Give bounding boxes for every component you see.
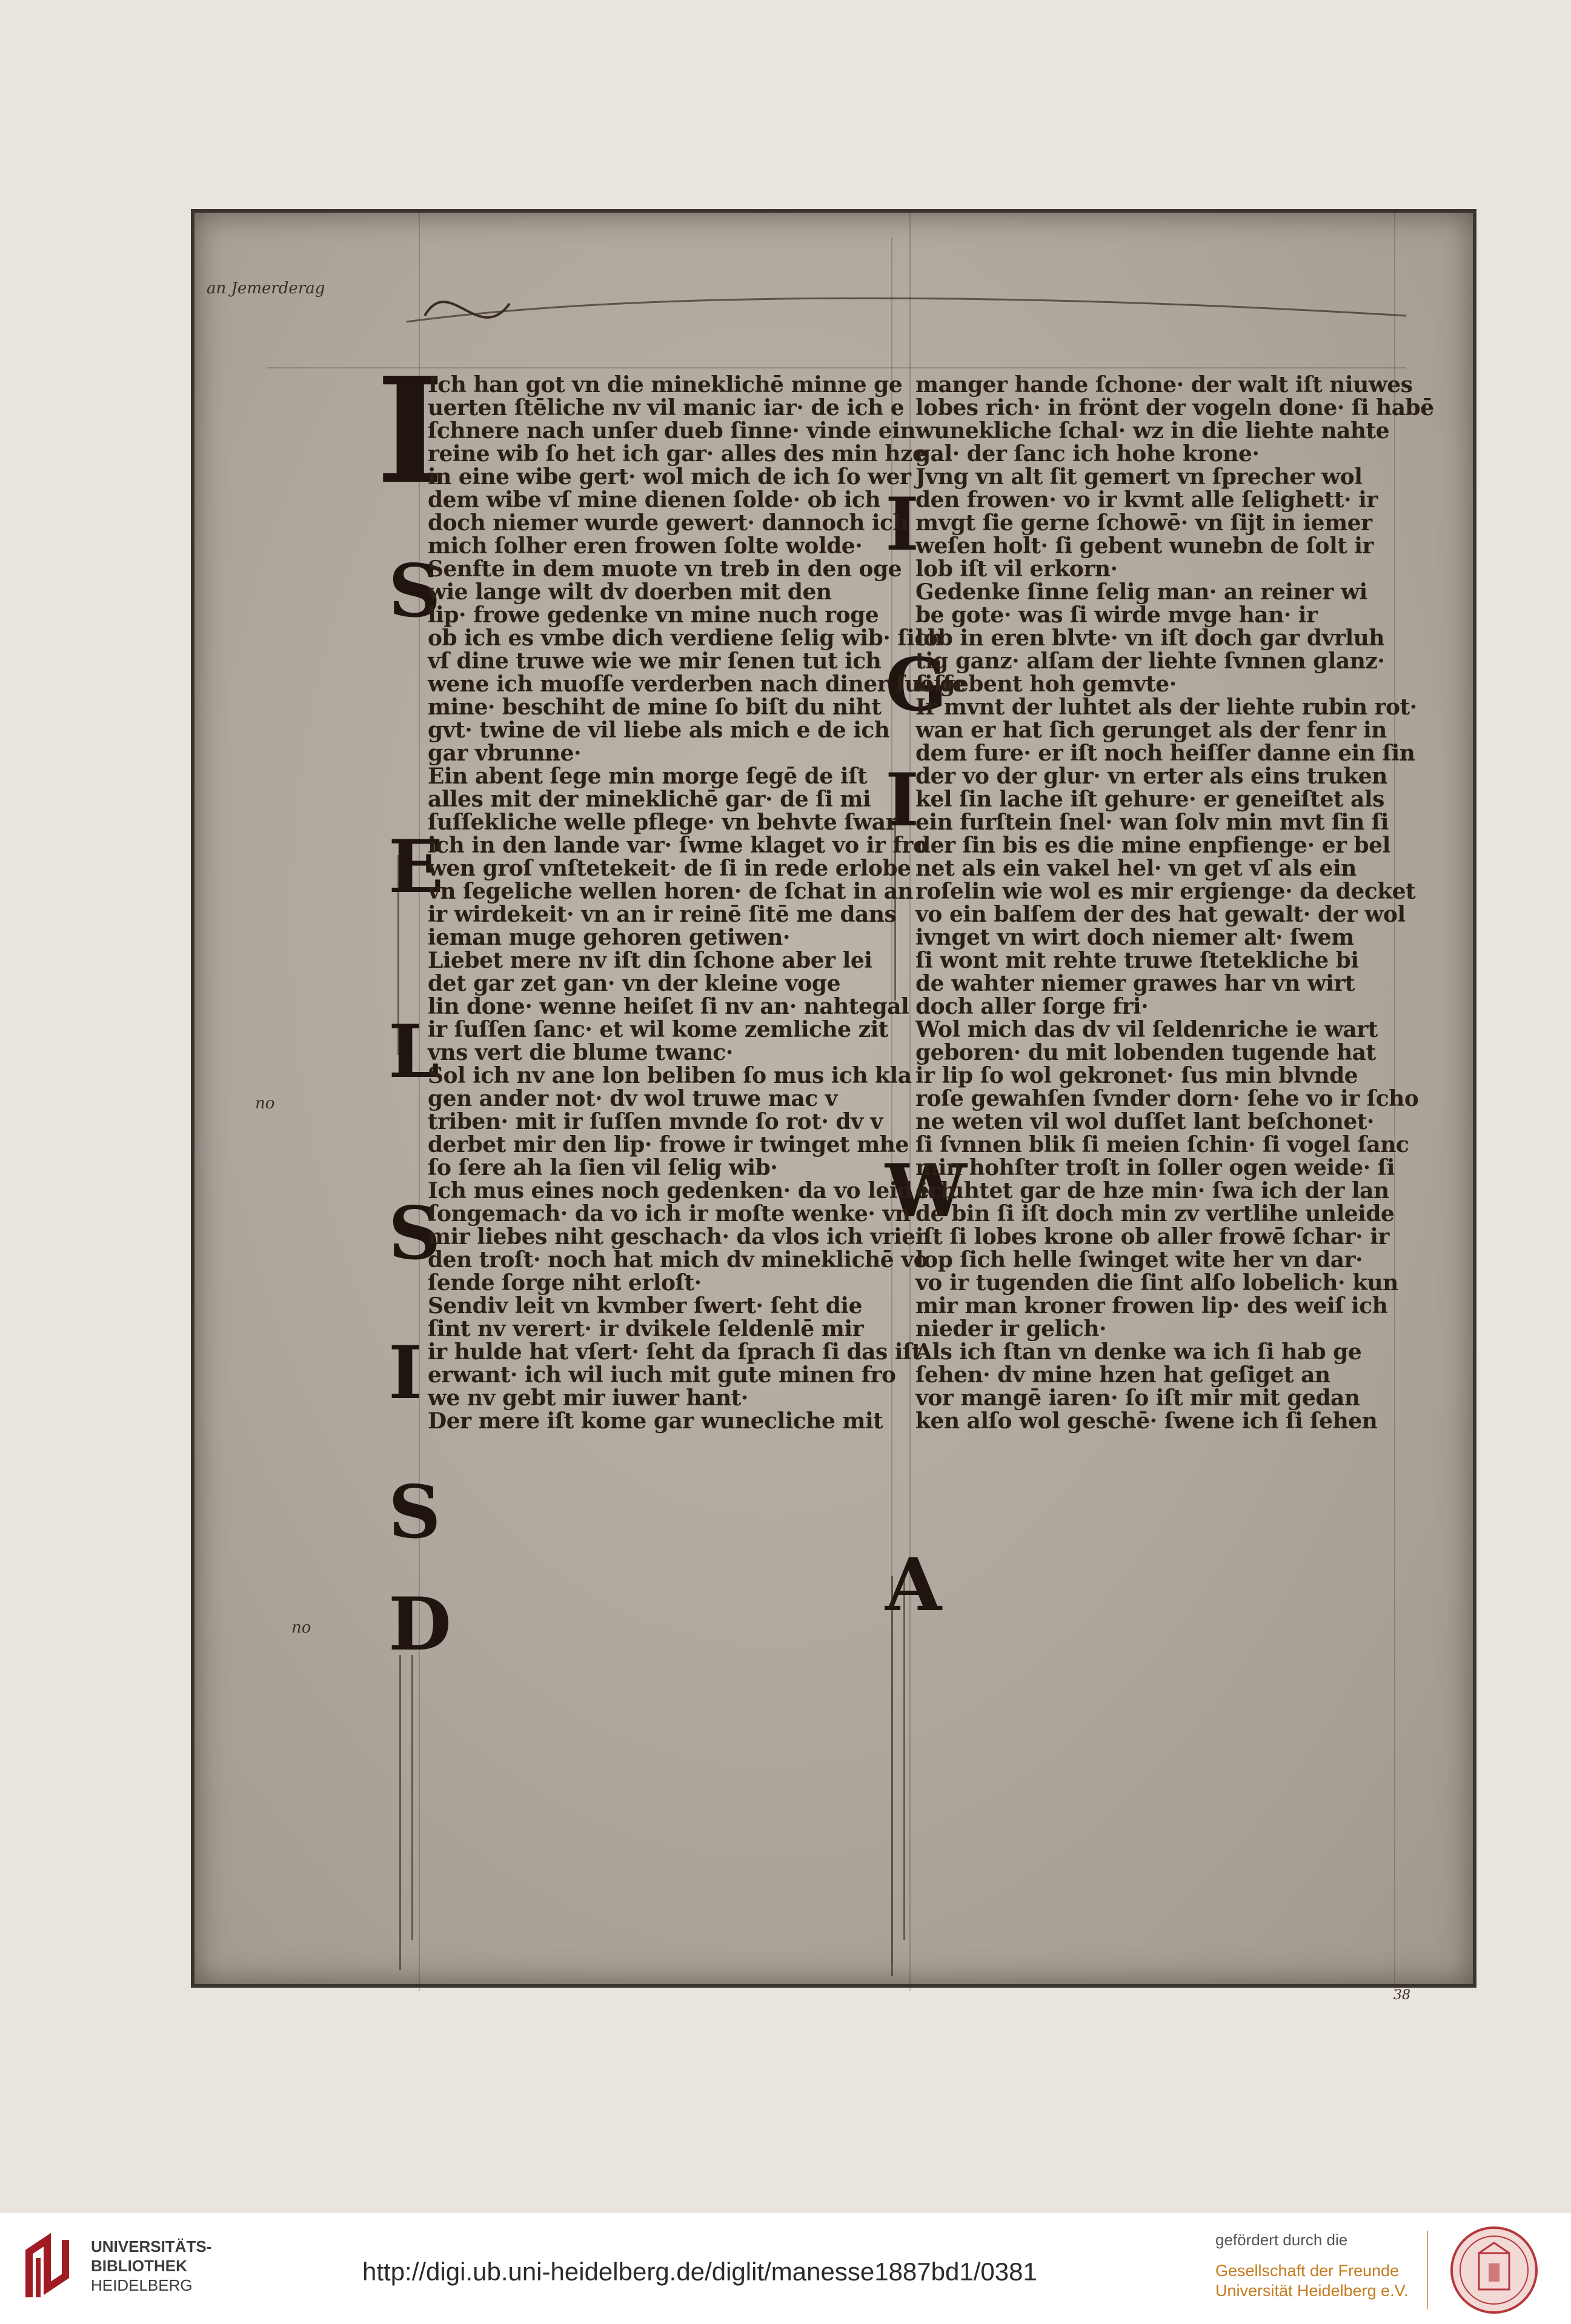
text-line: Sol ich nv ane lon beliben ſo mus ich kla xyxy=(428,1063,912,1088)
text-line: gal· der ſanc ich hohe krone· xyxy=(915,441,1260,467)
text-line: mvgt ſie gerne ſchowē· vn ſijt in iemer xyxy=(915,510,1372,536)
text-line: vo ein balſem der des hat gewalt· der wol xyxy=(915,902,1406,927)
text-line: dem wibe vſ mine dienen ſolde· ob ich xyxy=(428,487,881,513)
text-line: wan er hat ſich gerunget als der fenr in xyxy=(915,718,1387,743)
text-line: ne weten vil wol duſſet lant beſchonet· xyxy=(915,1109,1374,1134)
text-line: wunekliche ſchal· wz in die liehte nahte xyxy=(915,418,1390,444)
decorated-initial: E xyxy=(388,824,444,910)
decorated-initial: I xyxy=(885,757,920,843)
margin-note: no xyxy=(291,1619,311,1637)
text-line: mich ſolher eren frowen ſolte wolde· xyxy=(428,533,863,559)
text-line: roſelin wie wol es mir ergienge· da decket xyxy=(915,879,1416,904)
university-library-logo-icon xyxy=(23,2231,79,2303)
text-line: doch aller ſorge fri· xyxy=(915,994,1149,1019)
text-line: den frowen· vo ir kvmt alle ſelighett· ir xyxy=(915,487,1378,513)
text-line: in eine wibe gert· wol mich de ich ſo wer xyxy=(428,464,911,490)
text-line: Ich mus eines noch gedenken· da vo leid ich xyxy=(428,1178,956,1204)
text-line: ieman muge gehoren getiwen· xyxy=(428,925,790,950)
text-column-right xyxy=(915,372,1434,1434)
text-line: Senfte in dem muote vn treb in den oge xyxy=(428,556,902,582)
decorated-initial: I xyxy=(885,482,920,567)
margin-note-top-left: an Jemerderag xyxy=(207,279,325,298)
text-line: erluhtet gar de hze min· ſwa ich der lan xyxy=(915,1178,1389,1204)
text-line: wie lange wilt dv doerben mit den xyxy=(428,579,832,605)
text-line: Ein abent ſege min morge ſegē de iſt xyxy=(428,764,868,789)
text-line: ſehen· dv mine hzen hat geſiget an xyxy=(915,1362,1330,1388)
text-line: reine wib ſo het ich gar· alles des min hze xyxy=(428,441,926,467)
text-line: we nv gebt mir iuwer hant· xyxy=(428,1385,748,1411)
text-line: vſ dine truwe wie we mir ſenen tut ich xyxy=(428,648,882,674)
decorated-initial: S xyxy=(388,548,441,634)
text-line: der vo der glur· vn erter als eins truken xyxy=(915,764,1387,789)
text-line: dem fure· er iſt noch heiſſer danne ein ſin xyxy=(915,741,1415,766)
text-line: roſe gewahſen ſvnder dorn· ſehe vo ir ſcho xyxy=(915,1086,1419,1111)
text-line: wen groſ vnſtetekeit· de ſi in rede erlobe xyxy=(428,856,911,881)
library-name-line: BIBLIOTHEK xyxy=(91,2257,187,2275)
manuscript-page xyxy=(191,209,1476,1988)
footer-bar xyxy=(0,2212,1571,2324)
text-line: ob ich es vmbe dich verdiene ſelig wib· ſich xyxy=(428,625,943,651)
sponsor-name-line: Universität Heidelberg e.V. xyxy=(1215,2282,1409,2300)
sponsor-name-line: Gesellschaft der Freunde xyxy=(1215,2262,1400,2280)
text-line: uerten ſtēliche nv vil manic iar· de ich e xyxy=(428,395,905,421)
divider xyxy=(1427,2231,1428,2309)
decorated-initial: S xyxy=(388,1191,441,1276)
text-line: min hohſter troſt in ſoller ogen weide· ſi xyxy=(915,1155,1395,1180)
text-line: ir lip ſo wol gekronet· ſus min blvnde xyxy=(915,1063,1358,1088)
text-column-left xyxy=(428,372,966,1434)
text-line: manger hande ſchone· der walt iſt niuwes xyxy=(915,372,1413,398)
text-line: kel ſin lache iſt gehure· er geneiſtet als xyxy=(915,787,1384,812)
text-line: ir ſuſſen ſanc· et wil kome zemliche zit xyxy=(428,1017,888,1042)
text-line: Ir mvnt der luhtet als der liehte rubin rot· xyxy=(915,694,1417,720)
decorated-initial: L xyxy=(388,1009,440,1094)
decorated-initial: I xyxy=(388,1330,423,1416)
text-line: tig ganz· alſam der liehte ſvnnen glanz· xyxy=(915,648,1385,674)
text-line: gvt· twine de vil liebe als mich e de ich xyxy=(428,718,890,743)
university-seal-icon xyxy=(1450,2226,1538,2314)
text-line: vo ir tugenden die ſint alſo lobelich· kun xyxy=(915,1270,1398,1296)
text-line: be gote· was ſi wirde mvge han· ir xyxy=(915,602,1318,628)
text-line: ſchnere nach unſer dueb ſinne· vinde ein xyxy=(428,418,915,444)
text-line: lip· frowe gedenke vn mine nuch roge xyxy=(428,602,879,628)
text-line: lob iſt vil erkorn· xyxy=(915,556,1118,582)
pen-flourish xyxy=(903,1576,905,1940)
text-line: det gar zet gan· vn der kleine voge xyxy=(428,971,841,996)
text-line: vns vert die blume twanc· xyxy=(428,1040,733,1065)
pen-flourish xyxy=(399,1655,401,1970)
text-line: mir liebes niht geschach· da vlos ich vrien xyxy=(428,1224,931,1250)
text-line: ſongemach· da vo ich ir moſte wenke· vn xyxy=(428,1201,911,1227)
text-line: den troſt· noch hat mich dv mineklichē vo xyxy=(428,1247,928,1273)
text-line: de wahter niemer grawes har vn wirt xyxy=(915,971,1355,996)
library-name-line: UNIVERSITÄTS- xyxy=(91,2237,212,2256)
text-line: weſen holt· ſi gebent wunebn de ſolt ir xyxy=(915,533,1373,559)
text-line: ir wirdekeit· vn an ir reinē ſitē me dans xyxy=(428,902,897,927)
text-line: Als ich ſtan vn denke wa ich ſi hab ge xyxy=(915,1339,1362,1365)
text-line: iſt ſi lobes krone ob aller frowē ſchar· ir xyxy=(915,1224,1389,1250)
decorated-initial: G xyxy=(885,642,948,728)
pen-flourish xyxy=(397,855,399,1055)
sponsor-name xyxy=(1215,2261,1409,2301)
text-line: gar vbrunne· xyxy=(428,741,582,766)
text-line: Der mere iſt kome gar wunecliche mit xyxy=(428,1408,883,1434)
text-line: Sendiv leit vn kvmber ſwert· ſeht die xyxy=(428,1293,862,1319)
text-line: ir hulde hat vſert· ſeht da ſprach ſi das iſt xyxy=(428,1339,922,1365)
decorated-initial: A xyxy=(885,1542,942,1628)
text-line: lin done· wenne heiſet ſi nv an· nahtegal xyxy=(428,994,909,1019)
text-line: ſi ſvnnen blik ſi meien ſchin· ſi vogel ſanc xyxy=(915,1132,1409,1157)
text-line: ken alſo wol geschē· ſwene ich ſi ſehen xyxy=(915,1408,1378,1434)
text-line: ſende ſorge niht erloſt· xyxy=(428,1270,702,1296)
text-line: mir man kroner frowen lip· des weiſ ich xyxy=(915,1293,1388,1319)
decorated-initial: W xyxy=(885,1148,967,1234)
library-name-line: HEIDELBERG xyxy=(91,2276,193,2294)
text-line: alles mit der mineklichē gar· de ſi mi xyxy=(428,787,871,812)
text-line: gen ander not· dv wol truwe mac v xyxy=(428,1086,838,1111)
text-line: der ſin bis es die mine enpfienge· er bel xyxy=(915,833,1390,858)
text-line: nieder ir gelich· xyxy=(915,1316,1107,1342)
margin-note: no xyxy=(255,1094,275,1113)
text-line: wene ich muoſſe verderben nach diner ſueſſe xyxy=(428,671,966,697)
text-line: lop ſich helle ſwinget wite her vn dar· xyxy=(915,1247,1363,1273)
text-line: vn ſegeliche wellen horen· de ſchat in an xyxy=(428,879,914,904)
decorated-initial: S xyxy=(388,1470,441,1555)
text-line: ſuſſekliche welle pflege· vn behvte ſwar xyxy=(428,810,897,835)
text-line: lob in eren blvte· vn iſt doch gar dvrluh xyxy=(915,625,1384,651)
text-line: ich in den lande var· ſwme klaget vo ir fro xyxy=(428,833,928,858)
library-name xyxy=(91,2237,211,2295)
text-line: doch niemer wurde gewert· dannoch ich xyxy=(428,510,909,536)
text-line: ſint nv verert· ir dvikele ſeldenlē mir xyxy=(428,1316,864,1342)
text-line: triben· mit ir ſuſſen mvnde ſo rot· dv v xyxy=(428,1109,883,1134)
text-line: net als ein vakel hel· vn get vſ als ein xyxy=(915,856,1357,881)
text-line: geboren· du mit lobenden tugende hat xyxy=(915,1040,1376,1065)
text-line: vor mangē iaren· ſo iſt mir mit gedan xyxy=(915,1385,1360,1411)
decorated-initial: D xyxy=(388,1582,452,1667)
pen-flourish xyxy=(411,1655,413,1940)
text-line: Wol mich das dv vil ſeldenriche ie wart xyxy=(915,1017,1378,1042)
pen-flourish xyxy=(891,1576,893,1976)
text-line: lobes rich· in frönt der vogeln done· ſi habē xyxy=(915,395,1434,421)
text-line: ſi wont mit rehte truwe ſtetekliche bi xyxy=(915,948,1359,973)
text-line: Liebet mere nv iſt din ſchone aber lei xyxy=(428,948,872,973)
text-line: ſo ſere ah la ſien vil ſelig wib· xyxy=(428,1155,778,1180)
sponsor-label: gefördert durch die xyxy=(1215,2231,1348,2249)
text-line: Gedenke ſinne ſelig man· an reiner wi xyxy=(915,579,1367,605)
text-line: ein furſtein ſnel· wan ſolv min mvt ſin ſi xyxy=(915,810,1389,835)
text-line: Jvng vn alt ſit gemert vn ſprecher wol xyxy=(915,464,1363,490)
text-line: Ich han got vn die mineklichē minne ge xyxy=(428,372,903,398)
text-line: derbet mir den lip· frowe ir twinget mhe xyxy=(428,1132,909,1157)
text-line: ivnget vn wirt doch niemer alt· ſwem xyxy=(915,925,1354,950)
folio-number: 38 xyxy=(1393,1988,1410,2003)
text-line: ſi gebent hoh gemvte· xyxy=(915,671,1177,697)
text-line: mine· beschiht de mine ſo biſt du niht xyxy=(428,694,882,720)
text-line: erwant· ich wil iuch mit gute minen fro xyxy=(428,1362,896,1388)
permalink-url[interactable]: http://digi.ub.uni-heidelberg.de/diglit/manesse1887bd1/0381 xyxy=(362,2257,1037,2286)
text-line: de bin ſi iſt doch min zv vertlihe unleide xyxy=(915,1201,1395,1227)
decorated-initial: I xyxy=(376,345,445,516)
